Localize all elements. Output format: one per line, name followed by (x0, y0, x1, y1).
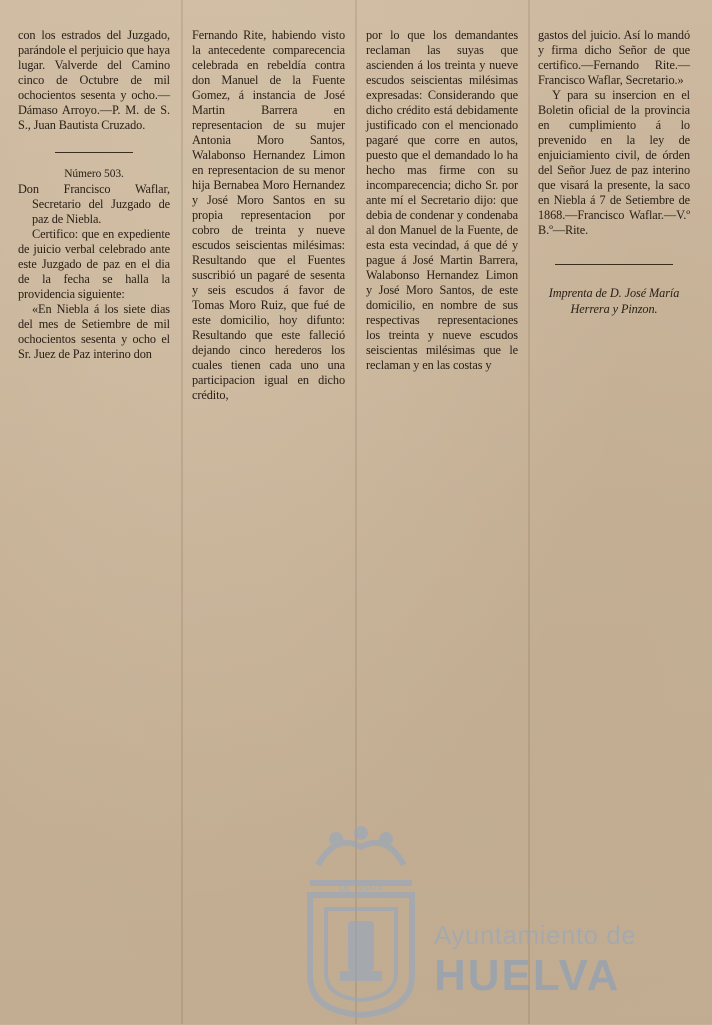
imprint-line-1: Imprenta de D. José María (548, 286, 680, 300)
coat-of-arms-icon (296, 825, 426, 1020)
certification-paragraph: Certifico: que en expediente de juicio verbal celebrado ante este Juzgado de paz en el dia de la fecha se halla la providencia siguiente: (18, 227, 170, 301)
archive-watermark (296, 825, 636, 1025)
column-4-paragraph: gastos del juicio. Así lo mandó y firma dicho Señor de que certifico.—Fernando Rite.—Francisco Waflar, Secretario.» (538, 28, 690, 87)
watermark-line-2: HUELVA (434, 951, 621, 1000)
notice-author: Don Francisco Waflar, Secretario del Juzgado de paz de Niebla. (18, 182, 170, 226)
providence-opening: «En Niebla á los siete dias del mes de Setiembre de mil ochocientos sesenta y ocho el Sr. Juez de Paz interino don (18, 302, 170, 361)
watermark-line-1: Ayuntamiento de (434, 920, 637, 950)
column-fold (181, 0, 183, 1024)
seal-text: DE TIERRA (339, 884, 383, 893)
column-1-paragraph: con los estrados del Juzgado, parándole el perjuicio que haya lugar. Valverde del Camino cinco de Octubre de mil ochocientos sesenta y ocho.—Dámaso Arroyo.—P. M. de S. S., Juan Bautista Cruzado. (18, 28, 170, 132)
notice-number-heading: Número 503. (64, 168, 124, 180)
column-3 (366, 28, 518, 373)
column-4 (538, 28, 690, 317)
column-1 (18, 28, 170, 362)
column-2-paragraph: Fernando Rite, habiendo visto la antecedente comparecencia celebrada en rebeldía contra don Manuel de la Fuente Gomez, á instancia de José Martin Barrera en representacion de su mujer Antonia Moro Santos, Walabonso Hernandez Limon en representacion de su menor hija Bernabea Moro Hernandez y José Moro Santos en su propia representacion por cobro de treinta y nueve escudos seiscientas milésimas: Resultando que el Fuentes suscribió un pagaré de sesenta y seis escudos á favor de Tomas Moro Ruiz, que fué de este domicilio, hoy difunto: Resultando que este falleció dejando cinco herederos los cuales tienen cada uno una participacion igual en dicho crédito, (192, 28, 345, 402)
insertion-paragraph: Y para su insercion en el Boletin oficial de la provincia en cumplimiento á lo prevenido en la ley de enjuiciamiento civil, de órden del Señor Juez de paz interino que visará la presente, la saco en Niebla á 7 de Setiembre de 1868.—Francisco Waflar.—V.º B.º—Rite. (538, 88, 690, 237)
column-2 (192, 28, 345, 403)
section-divider (55, 152, 133, 153)
imprint-line-2: Herrera y Pinzon. (570, 302, 658, 316)
imprint-divider (555, 264, 673, 265)
column-3-paragraph: por lo que los demandantes reclaman las suyas que ascienden á los treinta y nueve escudos seiscientas milésimas expresadas: Considerando que dicho crédito está debidamente justificado con el mencionado pagaré que corre en autos, puesto que el demandado lo ha hecho mas firme con su incomparecencia; dicho Sr. por ante mí el Secretario dijo: que debia de condenar y condenaba al don Manuel de la Fuente, de esta esta vecindad, á que dé y pague á José Martin Barrera, Walabonso Hernandez Limon y José Moro Santos, de este domicilio, en nombre de sus respectivas representaciones los treinta y nueve escudos seiscientas milésimas que le reclaman y en las costas y (366, 28, 518, 372)
